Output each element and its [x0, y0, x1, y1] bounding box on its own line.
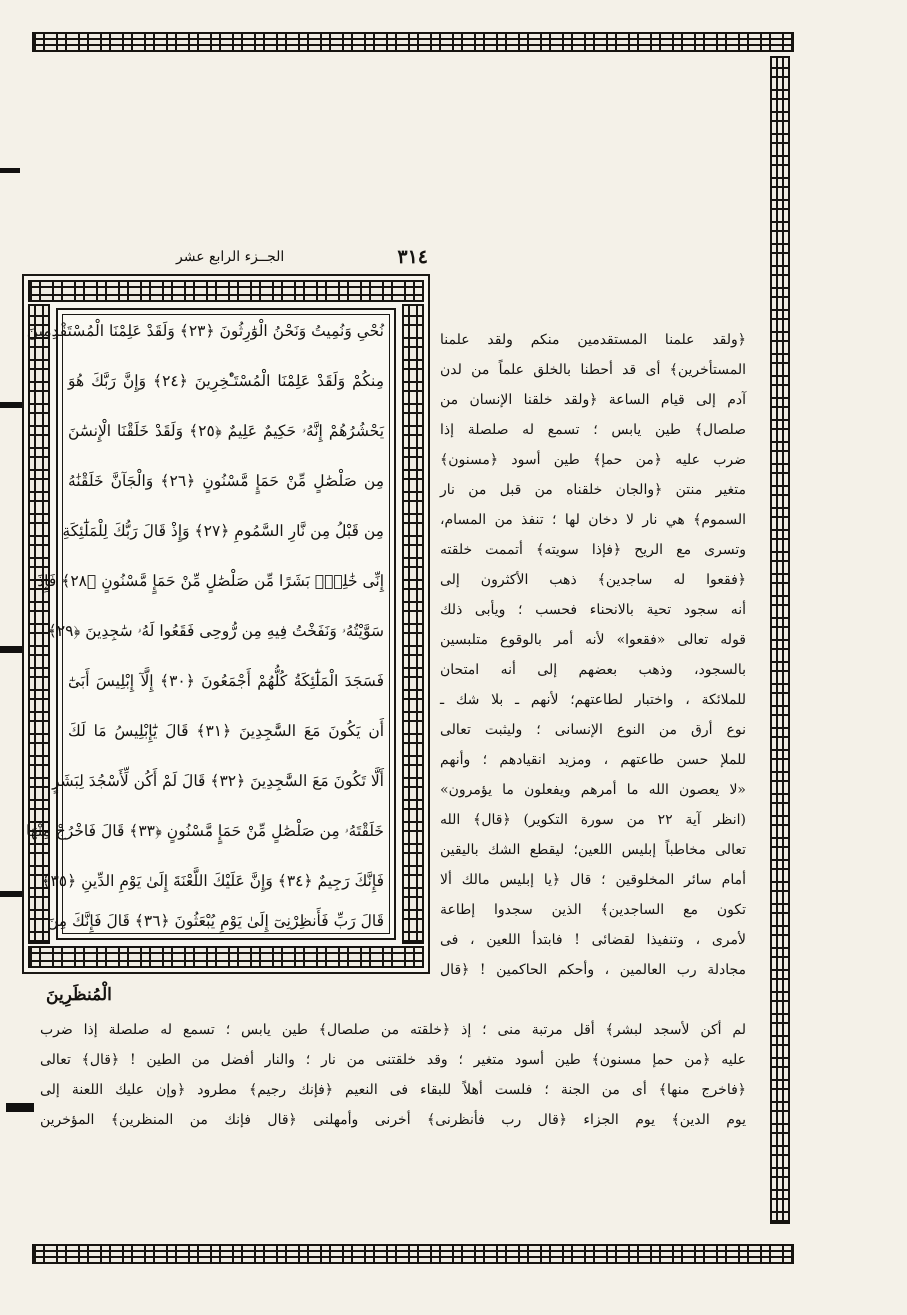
page-number: ٣١٤ — [397, 246, 428, 268]
quran-line: خَلَقْتَهُۥ مِن صَلْصَٰلٍ مِّنْ حَمَإٍ مَّسْنُونٍ ﴿٣٣﴾ قَالَ فَاخْرُجْ مِنْهَا — [25, 822, 384, 840]
quran-line: مِنكُمْ وَلَقَدْ عَلِمْنَا الْمُسْتَـْٔخِرِينَ ﴿٢٤﴾ وَإِنَّ رَبَّكَ هُوَ — [68, 372, 384, 390]
bottom-ornamental-border — [32, 1244, 794, 1264]
quran-line: فَسَجَدَ الْمَلَٰٓئِكَةُ كُلُّهُمْ أَجْمَعُونَ ﴿٣٠﴾ إِلَّآ إِبْلِيسَ أَبَىٰٓ — [68, 672, 384, 690]
quran-text-frame — [25, 308, 396, 940]
commentary-line: بالسجود، وذهب بعضهم إلى أنه امتحان — [440, 662, 746, 678]
juz-title: الجــزء الرابع عشر — [176, 249, 285, 265]
commentary-line: ﴿فاخرج منها﴾ أى من الجنة ؛ فلست أهلاً للبقاء فى النعيم ﴿فإنك رجيم﴾ مطرود ﴿وإن عليك اللعنة إلى — [40, 1082, 747, 1098]
commentary-line: آدم إلى قيام الساعة ﴿ولقد خلقنا الإنسان من — [440, 392, 746, 408]
panel-border-bottom — [28, 946, 424, 968]
margin-mark — [0, 402, 22, 408]
commentary-line: للملائكة ، واختبار لطاعتهم؛ لأنهم ـ بلا شك ـ — [440, 692, 746, 708]
right-ornamental-border — [770, 56, 790, 1224]
commentary-line: لأمرى ، وتنفيذا لقضائى ! فابتدأ اللعين ، فى — [440, 932, 746, 948]
top-ornamental-border — [32, 32, 794, 52]
quran-line: مِن قَبْلُ مِن نَّارِ السَّمُومِ ﴿٢٧﴾ وَإِذْ قَالَ رَبُّكَ لِلْمَلَٰٓئِكَةِ — [62, 522, 384, 540]
running-head — [176, 246, 428, 268]
panel-border-top — [28, 280, 424, 302]
commentary-line: السموم﴾ هي نار لا دخان لها ؛ تنفذ من المسام، — [440, 512, 746, 528]
commentary-line: تعالى مخاطباً إبليس اللعين؛ ليقطع الشك باليقين — [440, 842, 746, 858]
commentary-line: يوم الدين﴾ يوم الجزاء ﴿قال رب فأنظرنى﴾ أخرنى وأمهلنى ﴿قال فإنك من المنظرين﴾ المؤخرين — [40, 1112, 746, 1128]
commentary-line: ﴿ولقد علمنا المستقدمين منكم ولقد علمنا — [440, 332, 746, 348]
quran-line: نُحْىِ وَنُمِيتُ وَنَحْنُ الْوَٰرِثُونَ ﴿٢٣﴾ وَلَقَدْ عَلِمْنَا الْمُسْتَقْدِمِينَ — [26, 322, 384, 340]
commentary-line: (انظر آية ٢٢ من سورة التكوير) ﴿قال﴾ الله — [440, 812, 746, 828]
quran-line: سَوَّيْتُهُۥ وَنَفَخْتُ فِيهِ مِن رُّوحِى فَقَعُوا لَهُۥ سَٰجِدِينَ ﴿٢٩﴾ — [47, 622, 384, 640]
panel-border-left — [28, 304, 50, 944]
commentary-line: قوله تعالى «فقعوا» لأنه أمر بالوقوع متلبسين — [440, 632, 746, 648]
commentary-line: ضرب عليه ﴿من حمإ﴾ طين أسود ﴿مسنون﴾ — [440, 452, 746, 468]
quran-line: أَلَّا تَكُونَ مَعَ السَّٰجِدِينَ ﴿٣٢﴾ قَالَ لَمْ أَكُن لِّأَسْجُدَ لِبَشَرٍ — [52, 772, 384, 790]
commentary-line: نوع أرق من النوع الإنسانى ؛ وليثبت تعالى — [440, 722, 746, 738]
margin-mark — [0, 891, 24, 897]
commentary-line: صلصال﴾ طين يابس ؛ تسمع له صلصلة إذا — [440, 422, 746, 438]
commentary-line: متغير منتن ﴿والجان خلقناه من قبل من نار — [440, 482, 746, 498]
commentary-line: مجادلة رب العالمين ، وأحكم الحاكمين ! ﴿قال — [440, 962, 746, 978]
quran-line: يَحْشُرُهُمْ إِنَّهُۥ حَكِيمٌ عَلِيمٌ ﴿٢٥﴾ وَلَقَدْ خَلَقْنَا الْإِنسَٰنَ — [68, 422, 385, 440]
panel-border-right — [402, 304, 424, 944]
margin-mark — [0, 646, 24, 653]
commentary-line: تكون مع الساجدين﴾ الذين سجدوا إطاعة — [440, 902, 746, 918]
commentary-line: ﴿فقعوا له ساجدين﴾ ذهب الأكثرون إلى — [440, 572, 746, 588]
quran-line: إِنِّى خَٰلِقٌۢ بَشَرًا مِّن صَلْصَٰلٍ مِّنْ حَمَإٍ مَّسْنُونٍ ﴿٢٨﴾ فَإِذَا — [32, 572, 384, 590]
commentary-line: للملإ حسن طاعتهم ، ومزيد انقيادهم ؛ وأنهم — [440, 752, 746, 768]
margin-mark — [0, 168, 20, 173]
catchword: الْمُنظَرِينَ — [46, 985, 112, 1005]
quran-line: أَن يَكُونَ مَعَ السَّٰجِدِينَ ﴿٣١﴾ قَالَ يَٰٓإِبْلِيسُ مَا لَكَ — [68, 722, 385, 740]
commentary-line: وتسرى مع الريح ﴿فإذا سويته﴾ أتممت خلقته — [440, 542, 746, 558]
quran-line: فَإِنَّكَ رَجِيمٌ ﴿٣٤﴾ وَإِنَّ عَلَيْكَ اللَّعْنَةَ إِلَىٰ يَوْمِ الدِّينِ ﴿٣٥﴾ — [41, 872, 384, 890]
commentary-line: أمام سائر المخلوقين ؛ قال ﴿يا إبليس مالك ألا — [440, 872, 746, 888]
quran-line: مِن صَلْصَٰلٍ مِّنْ حَمَإٍ مَّسْنُونٍ ﴿٢٦﴾ وَالْجَآنَّ خَلَقْنَٰهُ — [68, 472, 384, 490]
commentary-line: «لا يعصون الله ما أمرهم ويفعلون ما يؤمرون» — [440, 782, 746, 798]
commentary-line: أنه سجود تحية بالانحناء فحسب ؛ ويأبى ذلك — [440, 602, 746, 618]
commentary-line: عليه ﴿من حمإ مسنون﴾ طين أسود متغير ؛ وقد خلقتنى من نار ؛ والنار أفضل من الطين ! ﴿قال﴾ تعالى — [40, 1052, 746, 1068]
quran-text-panel — [22, 274, 430, 974]
margin-mark — [6, 1103, 34, 1112]
quran-line: قَالَ رَبِّ فَأَنظِرْنِىٓ إِلَىٰ يَوْمِ يُبْعَثُونَ ﴿٣٦﴾ قَالَ فَإِنَّكَ مِنَ — [47, 912, 384, 930]
commentary-line: لم أكن لأسجد لبشر﴾ أقل مرتبة منى ؛ إذ ﴿خلقته من صلصال﴾ طين يابس ؛ تسمع له صلصلة إذا ضرب — [40, 1022, 746, 1038]
commentary-line: المستأخرين﴾ أى قد أحطنا بالخلق علماً من لدن — [440, 362, 746, 378]
